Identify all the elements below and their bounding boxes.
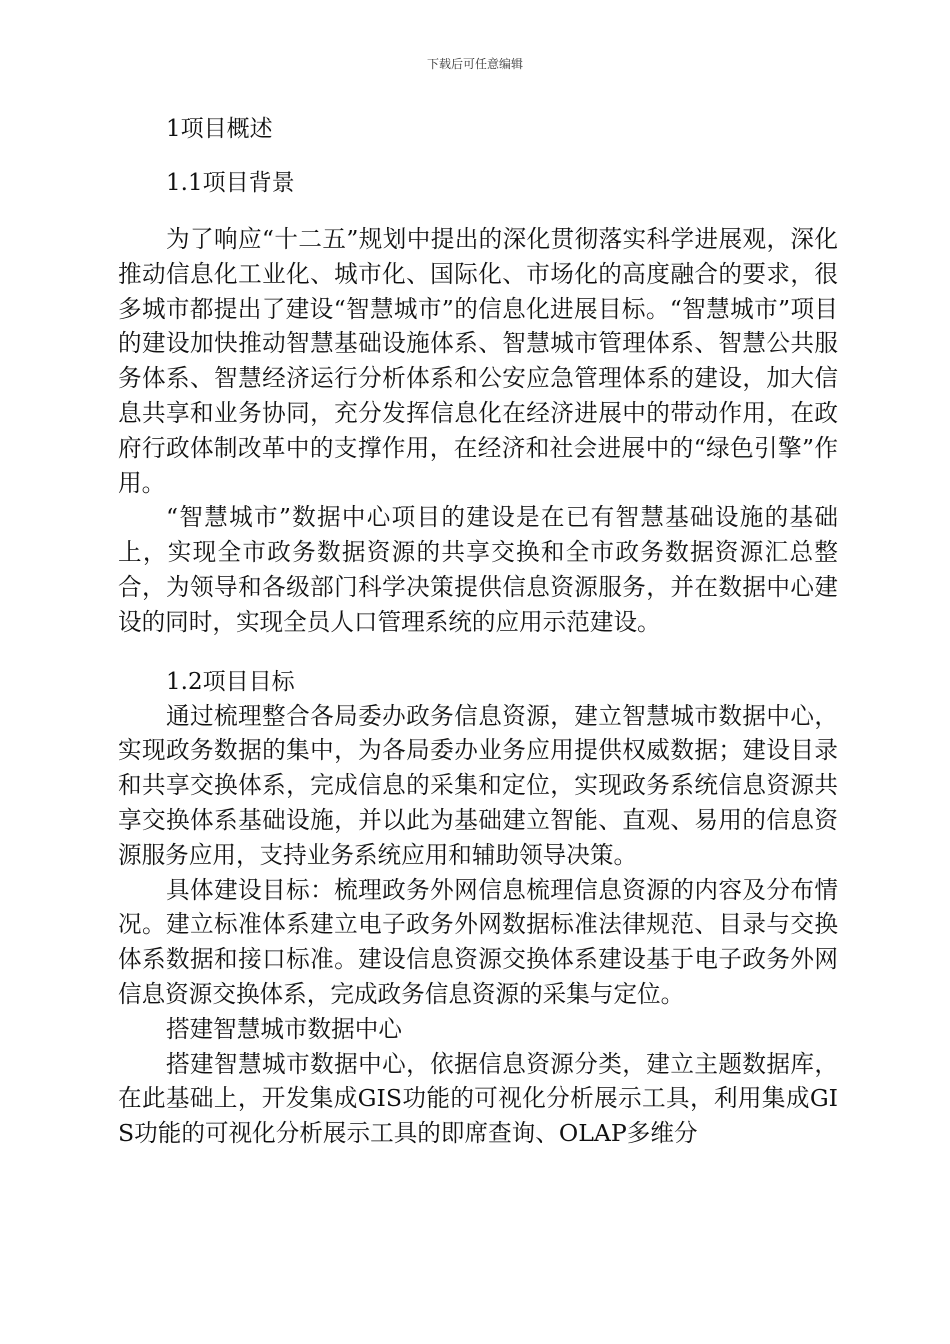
paragraph-background-1: 为了响应“十二五”规划中提出的深化贯彻落实科学进展观，深化推动信息化工业化、城市化、国际化、市场化的高度融合的要求，很多城市都提出了建设“智慧城市”的信息化进展目标。“智慧城市”项目的建设加快推动智慧基础设施体系、智慧城市管理体系、智慧公共服务体系、智慧经济运行分析体系和公安应急管理体系的建设，加大信息共享和业务协同，充分发挥信息化在经济进展中的带动作用，在政府行政体制改革中的支撑作用，在经济和社会进展中的“绿色引擎”作用。	[118, 225, 838, 497]
page-header-note: 下载后可任意编辑	[426, 57, 523, 71]
paragraph-goals-3-title: 搭建智慧城市数据中心	[166, 1014, 402, 1043]
heading-project-overview: 1项目概述	[166, 116, 273, 142]
heading-project-background: 1.1项目背景	[166, 170, 295, 196]
paragraph-background-2: “智慧城市”数据中心项目的建设是在已有智慧基础设施的基础上，实现全市政务数据资源的共享交换和全市政务数据资源汇总整合，为领导和各级部门科学决策提供信息资源服务，并在数据中心建设的同时，实现全员人口管理系统的应用示范建设。	[118, 503, 838, 636]
heading-project-goals: 1.2项目目标	[166, 668, 295, 695]
paragraph-goals-1: 通过梳理整合各局委办政务信息资源，建立智慧城市数据中心，实现政务数据的集中，为各局委办业务应用提供权威数据；建设目录和共享交换体系，完成信息的采集和定位，实现政务系统信息资源共享交换体系基础设施，并以此为基础建立智能、直观、易用的信息资源服务应用，支持业务系统应用和辅助领导决策。	[118, 701, 838, 869]
document-body	[118, 112, 838, 1151]
paragraph-goals-2: 具体建设目标：梳理政务外网信息梳理信息资源的内容及分布情况。建立标准体系建立电子政务外网数据标准法律规范、目录与交换体系数据和接口标准。建设信息资源交换体系建设基于电子政务外网信息资源交换体系，完成政务信息资源的采集与定位。	[118, 875, 838, 1008]
paragraph-goals-4: 搭建智慧城市数据中心，依据信息资源分类，建立主题数据库，在此基础上，开发集成GIS功能的可视化分析展示工具，利用集成GIS功能的可视化分析展示工具的即席查询、OLAP多维分	[118, 1049, 838, 1148]
